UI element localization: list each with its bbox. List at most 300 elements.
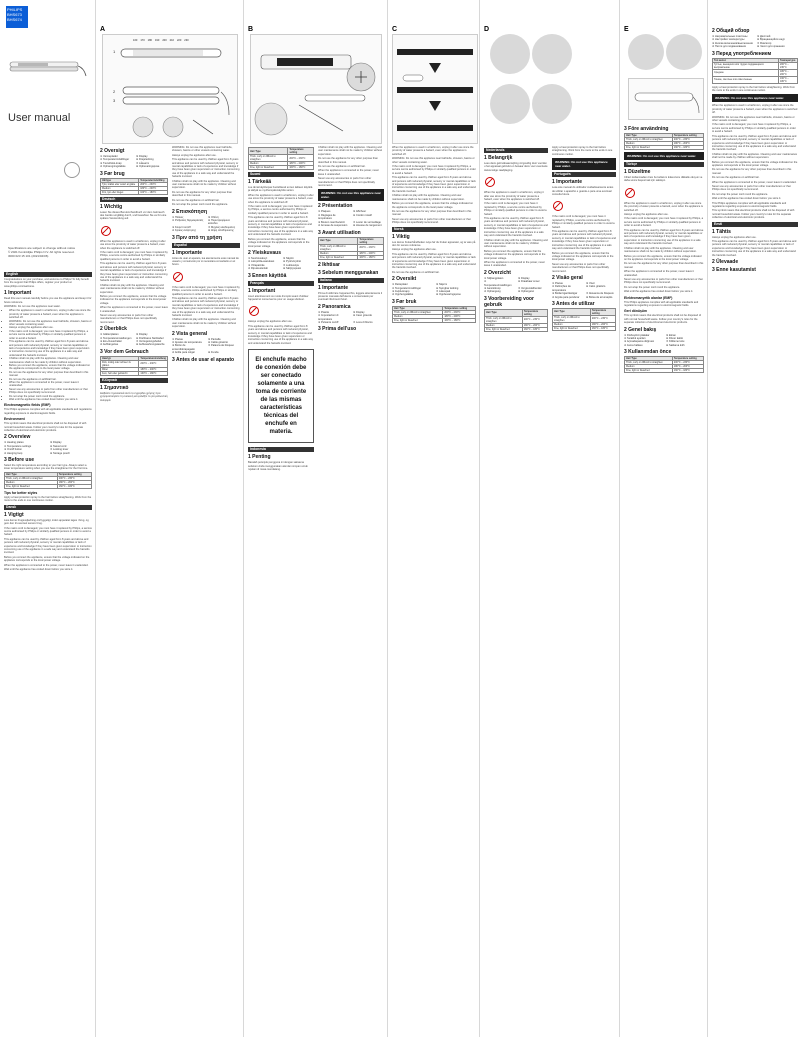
overview-list [484, 277, 548, 294]
body-text: When the appliance is connected to the power, never leave it unattended. [484, 260, 545, 268]
section-overview: 2 Visão geral [552, 274, 583, 281]
list-item: ② Temperaturindstillinger [100, 158, 130, 162]
section-overview: 2 Ülevaade [712, 259, 739, 266]
important-text: Læs denne brugsvejledning omhyggeligt, inden apparatet tages i brug, og gem den til eventuel senere brug. [4, 518, 89, 526]
list-item: ⑥ Cordon rotatif [353, 213, 372, 217]
column-cover [0, 0, 96, 1037]
list-item: ⑤ Дисплей [757, 35, 771, 38]
body-text: This appliance can be used by children aged from 8 years and above and persons with reduced physical, sensory or mental capabilities or lack of experience and knowledge if they have been given supervision or instruction concerning use of the appliance in a safe way and understand the hazards involved. [100, 262, 168, 283]
illustration-a [102, 34, 238, 144]
list-item: ⑤ Display [353, 310, 365, 314]
section-overview: 2 Oversikt [392, 276, 417, 283]
temperature-selection-diagram [393, 35, 477, 143]
body-text: Never use any accessories or parts from other manufacturers or that Philips does not specifically recommend. [392, 217, 471, 225]
important-text: Read this user manual carefully before you use the appliance and keep it for future reference. [4, 297, 92, 304]
important-text: Lue tämä käyttöopas huolellisesti ennen laitteen käyttöä ja säilytä se myöhempää käyttöä varten. [248, 186, 313, 193]
list-item: ④ Ophængningsløkke [100, 165, 126, 169]
list-item: ④ Anneau de suspension [318, 224, 348, 228]
temperature-table: Hair Type Temperature setting Thick, curly or difficult to straighten 200°C – 230°C Medium 180°C – 200°C Fine, light or bleached 160°C – 180°C [484, 309, 548, 332]
section-important: 1 Importante [552, 179, 583, 186]
list-item: ⑥ Swivel cord [50, 444, 67, 448]
body-text: This appliance can be used by children aged from 8 years and above and persons with reduced physical, sensory or mental capabilities or lack of experience and knowledge if they have been given supervision or instruction concerning use of the appliance in a safe way and understand the hazards involved. [172, 296, 240, 317]
list-item: ④ Aufhängeöse [100, 343, 119, 347]
important-text: Lees deze gebruiksaanwijzing zorgvuldig door voordat u het apparaat gebruikt en bewaar deze voor eventuele toekomstige raadpleging. [484, 162, 548, 172]
temperature-table: Hårtype Temperaturindstilling Tykt, krøllet eller svært at glatte 200°C – 230°C Medium 180°C – 200°C Fint, lyst eller bleget 160°C – 180°C [100, 178, 168, 195]
list-item: ⑥ Drejeledning [136, 158, 154, 162]
plug-warning-callout: El enchufe macho de conexión debe ser conectado solamente a una toma de corriente de las mismas características técnicas del enchufe en materia. [248, 349, 314, 443]
lang-header-finnish: Suomi [248, 172, 314, 177]
body-text: Before you connect the appliance, ensure that the voltage indicated on the appliance corresponds to the local power voltage. [4, 555, 90, 563]
section-before-use: 3 Voorbereiding voor gebruik [484, 295, 534, 308]
body-text: Do not use the appliance on artificial hair. [318, 165, 366, 169]
list-item: ⑤ Display [136, 155, 148, 158]
body-text: Do not use the appliance on artificial hair. [392, 270, 440, 274]
body-text: When the appliance is used in a bathroom, unplug it after use since the proximity of water presents a hazard, even when the appliance is switched off. [712, 104, 798, 115]
body-text: If the mains cord is damaged, you must have it replaced by Philips, a service centre authorised by Philips or similarly qualified persons in order to avoid a hazard. [100, 251, 168, 261]
list-item: ① Plaques [318, 210, 331, 214]
list-item: ① Piastre [318, 310, 330, 314]
body-text: Children shall not play with the appliance. Cleaning and user maintenance shall not be made by children without supervision. [100, 283, 165, 294]
overview-list [248, 257, 314, 271]
body-text: This symbol means that electrical products shall not be disposed of with normal household waste. Follow your country's rules for the separate collection of electrical and electronic products. [712, 209, 795, 220]
list-item: ② Réglages de température [318, 213, 336, 221]
list-item: • When the appliance is used in a bathroom, unplug it after use since the proximity of water presents a hazard, even when the appliance is switched off. [9, 309, 92, 319]
section-important: 1 Importante [172, 249, 203, 256]
temp-label: 200 [162, 39, 167, 42]
section-important: 1 Important [4, 290, 32, 297]
list-item: ③ Κουμπί on/off [172, 225, 191, 229]
section-important: 1 Important [248, 287, 276, 294]
column-a [96, 0, 244, 1037]
italian-continued [392, 146, 476, 325]
styling-step-4-image [532, 84, 572, 124]
list-item: ⑧ Bolsa de arrumação [586, 295, 613, 299]
lang-header-english: English [4, 272, 92, 277]
overview-list [624, 334, 704, 348]
temperature-table: Hair Type Temperature setting Thick, curly or difficult to straighten 200°C – 230°C Medium 180°C – 200°C Fine, light or bleached 160°C – 180°C [392, 306, 476, 323]
section-overview: 2 Yleiskuvaus [248, 249, 281, 256]
section-important: 1 Viktig [392, 233, 410, 240]
list-item: ④ Ophangoog [484, 290, 501, 294]
lang-header-dansk: Dansk [4, 505, 92, 510]
before-use-text: Select the right temperature according to your hair type. Always select a lower temperature setting when you use the straightener for the first time. [4, 464, 89, 471]
spec-note: Specifications are subject to change without notice [8, 246, 76, 250]
no-water-icon [101, 226, 111, 236]
body-text: If the mains cord is damaged, you must have it replaced by Philips, a service centre authorised by Philips or similarly qualified persons in order to avoid a hazard. [4, 526, 92, 537]
illustration-c [392, 34, 478, 144]
body-text: Do not use the appliance for any other purpose than described in this manual. [392, 209, 472, 217]
section-overview: 2 Επισκόπηση [172, 208, 208, 215]
list-item: ⑧ Säilytyspussi [283, 267, 302, 271]
list-item: ① Retteplater [392, 283, 408, 287]
body-text: Always unplug the appliance after use. [248, 320, 293, 324]
body-text: When the appliance is used in a bathroom, unplug it after use since the proximity of water presents a hazard, even when the appliance is switched off. [484, 191, 544, 202]
list-item: ① Stijltangplaten [484, 276, 504, 280]
body-text: Children shall not play with the appliance. Cleaning and user maintenance shall not be made by children without supervision. [484, 238, 548, 249]
body-text: Do not use the appliance for any other purpose than described in this manual. [172, 190, 232, 198]
section-before-use: 3 Sebelum menggunakan [318, 269, 379, 276]
important-text: Leia este manual do utilizador cuidadosamente antes de utilizar o aparelho e guarde-o para uma eventual consulta futura. [552, 186, 614, 197]
list-item: ① Placas [172, 337, 183, 341]
storage-illustration [628, 78, 704, 120]
body-text: Do not wrap the power cord round the appliance. [712, 192, 769, 196]
section-important: 1 Σημαντικό [100, 384, 129, 391]
temperature-table: Тип волос Температура Густые, вьющиеся или трудно поддающиеся выпрямлению 200°C – 230°C Средние 180°C – 200°C Тонкие, светлые или осветленные 160°C – 180°C [712, 58, 798, 84]
body-text: Children shall not play with the appliance. Cleaning and user maintenance shall not be made by children without supervision. [172, 179, 237, 190]
body-text: Before you connect the appliance, ensure that the voltage indicated on the appliance corresponds to the local power voltage. [552, 251, 614, 262]
overview-list [318, 311, 384, 325]
section-important: 1 Importante [318, 284, 349, 291]
section-overview: 2 Vista general [172, 330, 208, 337]
dansk-continued [100, 146, 168, 403]
list-item: ④ Петля для подвешивания [712, 45, 746, 49]
list-item: ⑦ Vergrendelhendel [518, 286, 542, 290]
styling-step-3-image [490, 84, 530, 124]
body-text: Never use any accessories or parts from other manufacturers or that Philips does not specifically recommend. [624, 277, 703, 285]
lang-header-spanish: Español [172, 243, 240, 248]
body-text: When the appliance is connected to the power, never leave it unattended. [100, 306, 168, 313]
overview-list [318, 210, 384, 227]
section-overview: 2 Ikhtisar [318, 261, 340, 268]
list-item: ⑦ Фиксатор [757, 41, 772, 45]
list-item: ⑦ Μοχλός κλειδώματος [208, 225, 236, 229]
env-title: Environment [4, 417, 25, 422]
list-item: ⑥ Περιστρεφόμενο καλώδιο [208, 218, 230, 226]
section-before-use: 3 Avant utilisation [318, 229, 361, 236]
manual-title: User manual [8, 112, 71, 124]
body-text: Always unplug the appliance after use. [392, 248, 437, 252]
section-overview: 2 Überblick [100, 326, 127, 333]
body-text: When the appliance is used in a bathroom, unplug it after use since the proximity of water presents a hazard, even when the appliance is switched off. [624, 201, 703, 212]
list-item: ④ Asma halkası [624, 343, 643, 347]
body-text: Before you connect the appliance, ensure that the voltage indicated on the appliance corresponds to the local power voltage. [484, 249, 546, 260]
env-text: This symbol means that electrical products shall not be disposed of with normal household waste. Follow your country's rules for the separate collection of electrical and electronic products. [4, 422, 87, 433]
styling-step-1-image [490, 34, 530, 74]
body-text: This appliance can be used by children aged from 8 years and above and persons with reduced physical, sensory or mental capabilities or lack of experience and knowledge if they have been given supervision or instruction concerning use of the appliance in a safe way and understand the hazards involved. [248, 324, 314, 345]
list-item: ③ Tænd/sluk-knap [100, 161, 122, 165]
panel-label-e: E [624, 26, 629, 33]
section-important: 1 Vigtigt [4, 511, 24, 518]
panel-label-d: D [484, 26, 490, 33]
body-text: Apply a heat protection spray to the hair before straightening. Work from the roots to the ends in one continuous motion. [712, 85, 795, 93]
list-item: ⑧ Aufbewahrungstasche [136, 343, 165, 347]
lang-header-french: Français [248, 281, 314, 286]
temperature-table: Hair Type Temperature setting Thick, curly or difficult to straighten 200°C – 230°C Medium 180°C – 200°C Fine, light or bleached 160°C – 180°C [624, 356, 704, 373]
locked-straightener-diagram [629, 79, 703, 119]
body-text: If the mains cord is damaged, you must have it replaced by Philips, a service centre authorised by Philips or similarly qualified persons in order to avoid a hazard. [392, 165, 476, 175]
list-item: ⑦ Lukitusvipu [283, 263, 300, 267]
body-text: This appliance can be used by children aged from 8 years and above and persons with reduced physical, sensory or mental capabilities or lack of experience and knowledge if they have been given supervision or instruction concerning use of the appliance in a safe way and understand the hazards involved. [484, 217, 548, 238]
body-text: Wait until the appliance has cooled down before you store it. [712, 197, 782, 201]
panel-label-a: A [100, 26, 106, 33]
list-item: ① Placas [552, 281, 563, 285]
list-item: ① Suoristuslevyt [248, 256, 268, 260]
body-text: This appliance can be used by children aged from 8 years and above and persons with reduced physical, sensory or mental capabilities or lack of experience and knowledge if they have been given supervision or instruction concerning use of the appliance in a safe way and understand the hazards involved. [552, 230, 616, 251]
body-text: Before you connect the appliance, ensure that the voltage indicated on the appliance corresponds to the local power voltage. [392, 202, 474, 209]
section-before-use: 3 Før bruk [392, 298, 417, 305]
tip-text: Apply a heat protection spray to the hair before straightening. Work from the roots to the ends in one continuous motion. [4, 495, 92, 503]
lang-header-turkish: Türkçe [624, 162, 704, 167]
column-russian [708, 0, 802, 1037]
list-item: ② Temperature settings [4, 444, 32, 448]
copyright: © 2021 Koninklijke Philips N.V. All rights reserved. [8, 250, 75, 254]
section-overview: 2 Oversigt [100, 148, 125, 154]
body-text: This appliance can be used by children aged from 8 years and above and persons with reduced physical, sensory or mental capabilities or lack of experience and knowledge if they have been given supervision or instruction concerning use of the appliance in a safe way and understand the hazards involved. [392, 252, 476, 270]
list-item: • Do not wrap the power cord round the appliance. [9, 395, 92, 398]
section-before-use: 3 Kullanımdan önce [624, 349, 672, 356]
body-text: Never use any accessories or parts from other manufacturers or that Philips does not specifically recommend. [552, 262, 609, 273]
section-before-use: 3 Vor dem Gebrauch [100, 348, 149, 355]
list-item: ⑧ Opbergetui [518, 290, 534, 294]
swedish-column [624, 124, 704, 375]
column-b [244, 0, 388, 1037]
warning-callout: WARNING: Do not use this appliance near water. [712, 94, 798, 102]
body-text: This Philips appliance complies with all applicable standards and regulations regarding exposure to electromagnetic fields. [712, 201, 787, 208]
list-item: • Never use any accessories or parts from other manufacturers or that Philips does not specifically recommend. [9, 388, 92, 395]
list-item: ③ On/off button [4, 448, 22, 452]
temperature-table: Hair Type Temperature setting Thick, curly or difficult to straighten 200°C – 230°C Medium 180°C – 200°C Fine, light or bleached 160°C – 180°C [248, 147, 314, 170]
important-text: Lisez attentivement ce mode d'emploi avant d'utiliser l'appareil et conservez-le pour un usage ultérieur. [248, 294, 309, 301]
body-text: Children shall not play with the appliance. Cleaning and user maintenance shall not be made by children without supervision. [172, 318, 237, 329]
list-item: ⑥ Döner kablo [666, 337, 684, 340]
important-text: Prima di utilizzare l'apparecchio, leggete attentamente il presente manuale dell'utente e conservatelo per eventuali riferimenti futuri. [318, 291, 383, 302]
section-overview: 2 Overzicht [484, 269, 511, 276]
body-text: When the appliance is connected to the power, never leave it unattended. [4, 563, 89, 567]
body-text: This appliance can be used by children aged from 8 years and above and persons with reduced physical, sensory or mental capabilities or lack of experience and knowledge if they have been given supervision or instruction concerning use of the appliance in a safe way and understand the hazards involved. [248, 216, 314, 237]
body-text: When the appliance is connected to the power, never leave it unattended. [624, 270, 694, 277]
body-text: WARNING: Do not use this appliance near bathtubs, showers, basins or other vessels containing water. [172, 146, 233, 153]
list-item: ④ Anilla para colgar [172, 351, 195, 355]
french-continued [318, 146, 384, 333]
list-item: ③ Pulsante on/off [318, 320, 339, 324]
list-item: ④ Opphengsløkke [392, 293, 414, 297]
body-text: WARNING: Do not use this appliance near bathtubs, showers, basins or other vessels containing water. [712, 115, 795, 123]
spanish-continued [248, 146, 314, 472]
overview-list [4, 441, 92, 455]
temp-label: 180 [147, 39, 152, 42]
body-text: WARNING: Do not use this appliance near bathtubs, showers, basins or other vessels containing water. [392, 157, 475, 164]
warning-callout: WARNING: Do not use this appliance near water. [624, 152, 704, 160]
no-water-icon [553, 201, 563, 211]
important-text: Cihazı kullanmadan önce bu kullanım kılavuzunu dikkatle okuyun ve daha sonra başvurmak için saklayın. [624, 176, 703, 183]
body-text: Never use any accessories or parts from other manufacturers or that Philips does not specifically recommend. [712, 184, 791, 192]
temp-label: 190 [154, 39, 160, 42]
safety-list [4, 309, 92, 401]
section-before-use: 3 Før brug [100, 170, 125, 177]
body-text: Never use any accessories or parts from other manufacturers or that Philips does not specifically recommend. [318, 177, 375, 188]
body-text: This appliance can be used by children aged from 8 years and above and persons with reduced physical, sensory or mental capabilities or lack of experience and knowledge if they have been given supervision or instruction concerning use of the appliance in a safe way and understand the hazards involved. [624, 228, 704, 246]
panel-label-b: B [248, 26, 254, 33]
section-overview: 2 Panoramica [318, 303, 351, 310]
list-item: ⑤ Ekran [666, 333, 676, 337]
list-item: • Do not use the appliance on artificial hair. [9, 378, 92, 381]
list-item: • Before you connect the appliance, ensure that the voltage indicated on the appliance corresponds to the local power voltage. [9, 364, 92, 371]
lang-header-portuguese: Português [552, 172, 616, 177]
body-text: This appliance can be used by children aged from 8 years and above and persons with reduced physical, sensory or mental capabilities or lack of experience and knowledge if they have been given supervision or instruction concerning use of the appliance in a safe way and understand the hazards involved. [392, 176, 476, 193]
panel-label-c: C [392, 26, 398, 33]
body-text: Apply a heat protection spray to the hair before straightening. Work from the roots to the ends in one continuous motion. [552, 146, 613, 156]
cooling-step-image [628, 34, 664, 70]
list-item: ② Definições de temperatura [552, 285, 571, 292]
list-item: ② Temperaturinnstillinger [392, 286, 422, 290]
body-text: Children shall not play with the appliance. Cleaning and user maintenance shall not be made by children without supervision. [624, 246, 697, 254]
emf-title: Electromagnetic fields (EMF) [4, 403, 51, 408]
temperature-table: Hair Type Temperature setting Thick, curly or difficult to straighten 200°C – 230°C Medium 180°C – 200°C Fine, light or bleached 160°C – 180°C [552, 308, 616, 331]
body-text: When the appliance is used in a bathroom, unplug it after use since the proximity of water presents a hazard, even when the appliance is switched off. [392, 146, 474, 156]
temp-label: 210 [169, 39, 174, 42]
body-text: When the appliance is connected to the power, never leave it unattended. [318, 169, 379, 176]
list-item: ⑤ Display [50, 441, 62, 445]
model-1: BHS673 [7, 12, 22, 17]
intro-text: Congratulations on your purchase, and welcome to Philips! To fully benefit from the support that Philips offers, register your product at www.philips.com/welcome. [4, 278, 89, 288]
lang-header-indonesian: Indonesia [248, 447, 314, 452]
list-item: ④ Hanging loop [4, 451, 23, 455]
section-before-use: 3 Före användning [624, 126, 669, 132]
body-text: If the mains cord is damaged, you must have it replaced by Philips, a service centre authorised by Philips or similarly qualified persons in order to avoid a hazard. [624, 217, 704, 228]
section-before-use: 3 Enne kasutamist [712, 267, 756, 274]
list-item: ⑥ Pyörivä johto [283, 260, 302, 264]
list-item: ⑧ Funda [208, 351, 219, 355]
important-text: Bacalah petunjuk pengguna ini dengan saksama sebelum Anda menggunakan alat dan simpan untuk rujukan di masa mendatang. [248, 461, 308, 471]
list-item: ④ Argola para pendurar [552, 295, 580, 299]
list-item: ⑥ Drehbares Netzkabel [136, 336, 164, 340]
list-item: ⑧ Housse de rangement [353, 224, 382, 228]
section-overview: 2 Overview [4, 434, 31, 441]
body-text: Always unplug the appliance after use. [712, 235, 757, 239]
list-item: ⑥ Cabo giratório [586, 285, 606, 289]
straightener-diagram [103, 35, 237, 143]
list-item: ⑧ Saklama kılıfı [666, 343, 685, 347]
list-item: ② Ρυθμίσεις θερμοκρασίας [172, 218, 204, 222]
list-item: ⑦ Locking lever [50, 448, 69, 452]
list-item: ⑦ Leva di blocco [353, 320, 373, 324]
no-water-icon [625, 188, 635, 198]
list-item: • When the appliance is connected to the power, never leave it unattended. [9, 381, 92, 388]
svg-text:1: 1 [113, 49, 116, 54]
list-item: • Do not use the appliance for any other purpose than described in this manual. [9, 371, 92, 378]
temperature-table: Hair Type Temperature setting Thick, curly or difficult to straighten 200°C – 230°C Medium 180°C – 200°C Fine, light or bleached 160°C – 180°C [4, 472, 92, 489]
list-item: ⑤ Display [136, 333, 148, 337]
english-section [4, 270, 92, 572]
temperature-table: Haartyp Temperatureinstellung Dick, lockig oder schwer zu glätten 200°C – 230°C Mittel 180°C – 200°C Fein, hell oder gebleicht 160°C – 180°C [102, 356, 166, 375]
list-item: ① Glätterplatten [100, 333, 119, 337]
list-item: ③ Bouton marche/arrêt [318, 220, 345, 224]
body-text: Never use any accessories or parts from other manufacturers or that Philips does not specifically recommend. [100, 313, 157, 324]
body-text: Children shall not play with the appliance. Cleaning and user maintenance shall not be made by children without supervision. [392, 194, 465, 201]
list-item: ② Lämpötila-asetukset [248, 260, 275, 264]
brand-badge [6, 6, 28, 28]
temp-label: 160 [133, 39, 138, 42]
list-item: ⑤ Visor [586, 281, 595, 285]
body-text: Before you connect the appliance, ensure that the voltage indicated on the appliance corresponds to the local power voltage. [100, 294, 167, 305]
column-c [388, 0, 480, 1037]
list-item: ⑧ Чехол для хранения [757, 45, 785, 49]
body-text: When the appliance is used in a bathroom, unplug it after use since the proximity of water presents a hazard, even when the appliance is switched off. [248, 193, 314, 204]
cover-footnote [8, 246, 88, 258]
list-item: ① Düzleştirici plakalar [624, 333, 650, 337]
philips-shield-icon [64, 162, 80, 178]
important-text: Antes de usar el aparato, lea atentamente este manual de usuario y consérvelo por si necesitara consultarlo en el futuro. [172, 256, 239, 267]
list-item: ① Varmeplader [100, 155, 118, 158]
list-item: ② Temperatuurinstellingen [484, 280, 512, 287]
list-item: ⑤ Afficheur [353, 210, 367, 214]
important-text: Lesen Sie dieses Benutzerhandbuch vor dem Gebrauch des Geräts sorgfältig durch, und bewahren Sie es für eine spätere Verwendung auf. [100, 210, 167, 221]
greek-column [172, 146, 240, 364]
section-important: 1 Tähtis [712, 228, 731, 235]
body-text: Do not use the appliance on artificial hair. [172, 198, 220, 202]
portuguese-column [552, 146, 616, 333]
body-text: Do not use the appliance for any other purpose than described in this manual. [712, 168, 792, 175]
list-item: ③ Aan/uitknop [484, 286, 501, 290]
section-important: 1 Penting [248, 454, 271, 461]
styling-step-2-image [532, 34, 572, 74]
list-item: ② Ajustes de temperatura [172, 341, 202, 345]
doc-id: 3000 023 15 101 (2021/04/06) [8, 254, 49, 258]
list-item: • Wait until the appliance has cooled down before you store it. [9, 398, 92, 401]
list-item: ③ Virtapainike [248, 263, 265, 267]
list-item: ⑤ Näyttö [283, 256, 294, 260]
no-water-icon [249, 306, 259, 316]
list-item: ③ Кнопка включения/выключения [712, 41, 753, 45]
lang-header-norwegian: Norsk [392, 227, 476, 232]
list-item: ③ Botón de encendido/apagado [172, 344, 195, 351]
list-item: • Always unplug the appliance after use. [9, 326, 92, 329]
body-text: Do not use the appliance for any other purpose than described in this manual. [318, 157, 378, 164]
section-important: 1 Düzeltme [624, 169, 651, 175]
body-text: Before you connect the appliance, ensure that the voltage indicated on the appliance corresponds to the local power voltage. [248, 237, 310, 248]
list-item: ① Нагревательные пластины [712, 35, 748, 38]
overview-list [712, 35, 798, 49]
list-item: ② Sıcaklık ayarları [624, 337, 646, 340]
body-text: This appliance can be used by children aged from 8 years and above and persons with reduced physical, sensory or mental capabilities or lack of experience and knowledge if they have been given supervision or instruction concerning use of the appliance in a safe way and understand the hazards involved. [712, 240, 797, 257]
overview-list [100, 155, 168, 169]
list-item: • WARNING: Do not use this appliance near bathtubs, showers, basins or other vessels containing water. [9, 320, 92, 327]
list-item: ⑤ Display [518, 276, 530, 280]
list-item: ④ Ripustuslenkki [248, 267, 268, 271]
body-text: Wait until the appliance has cooled down before you store it. [4, 567, 74, 571]
list-item: ⑥ Draaibaar snoer [518, 280, 540, 284]
list-item: ⑦ Kilitleme kolu [666, 340, 685, 344]
list-item: ① Heating plates [4, 441, 24, 445]
list-item: ⑧ Oppbevaringspose [436, 293, 461, 297]
list-item: ⑤ Skjerm [436, 283, 448, 287]
section-overview: 2 Общий обзор [712, 28, 750, 34]
warning-callout: WARNING: Do not use this appliance near water. [552, 158, 616, 170]
body-text: Always unplug the appliance after use. [624, 213, 669, 217]
warning-text: WARNING: Do not use this appliance near water. [4, 305, 61, 309]
env-text: This symbol means that electrical products shall not be disposed of with normal household waste. Follow your country's rules for the separate collection of electrical and electronic products. [624, 314, 701, 325]
body-text: Do not wrap the power cord round the appliance. [624, 285, 681, 289]
list-item: ③ Açma/kapama düğmesi [624, 340, 655, 344]
list-item: • If the mains cord is damaged, you must have it replaced by Philips, a service centre authorised by Philips or similarly qualified persons in order to avoid a hazard. [9, 330, 92, 340]
body-text: Do not use the appliance on artificial hair. [712, 176, 760, 180]
body-text: If the mains cord is damaged, you must have it replaced by Philips, a service centre authorised by Philips or similarly qualified persons in order to avoid a hazard. [552, 215, 615, 229]
lang-header-deutsch: Deutsch [100, 197, 168, 202]
section-important: 1 Wichtig [100, 203, 123, 210]
section-important: 1 Belangrijk [484, 155, 513, 161]
list-item: ⑥ Cavo girevole [353, 314, 372, 318]
warning-callout: WARNING: Do not use this appliance near water. [318, 189, 384, 201]
brand-name: PHILIPS [7, 7, 23, 12]
body-text: If the mains cord is damaged, you must have it replaced by Philips, a service centre authorised by Philips or similarly qualified persons in order to avoid a hazard. [248, 205, 313, 215]
list-item: ② Temperatureinstellungen [100, 336, 132, 340]
list-item: ⑥ Svingbar ledning [436, 286, 459, 290]
list-item: ③ Ein-/Ausschalter [100, 340, 122, 343]
list-item: ⑦ Levier de verrouillage [353, 220, 381, 224]
list-item: • This appliance can be used by children aged from 8 years and above and persons with reduced physical, sensory or mental capabilities or lack of experience and knowledge if they have been given supervision or instruction concerning use of the appliance in a safe way and understand the hazards involved. [9, 340, 92, 357]
svg-text:2: 2 [113, 89, 116, 94]
temperature-scale [133, 39, 189, 42]
